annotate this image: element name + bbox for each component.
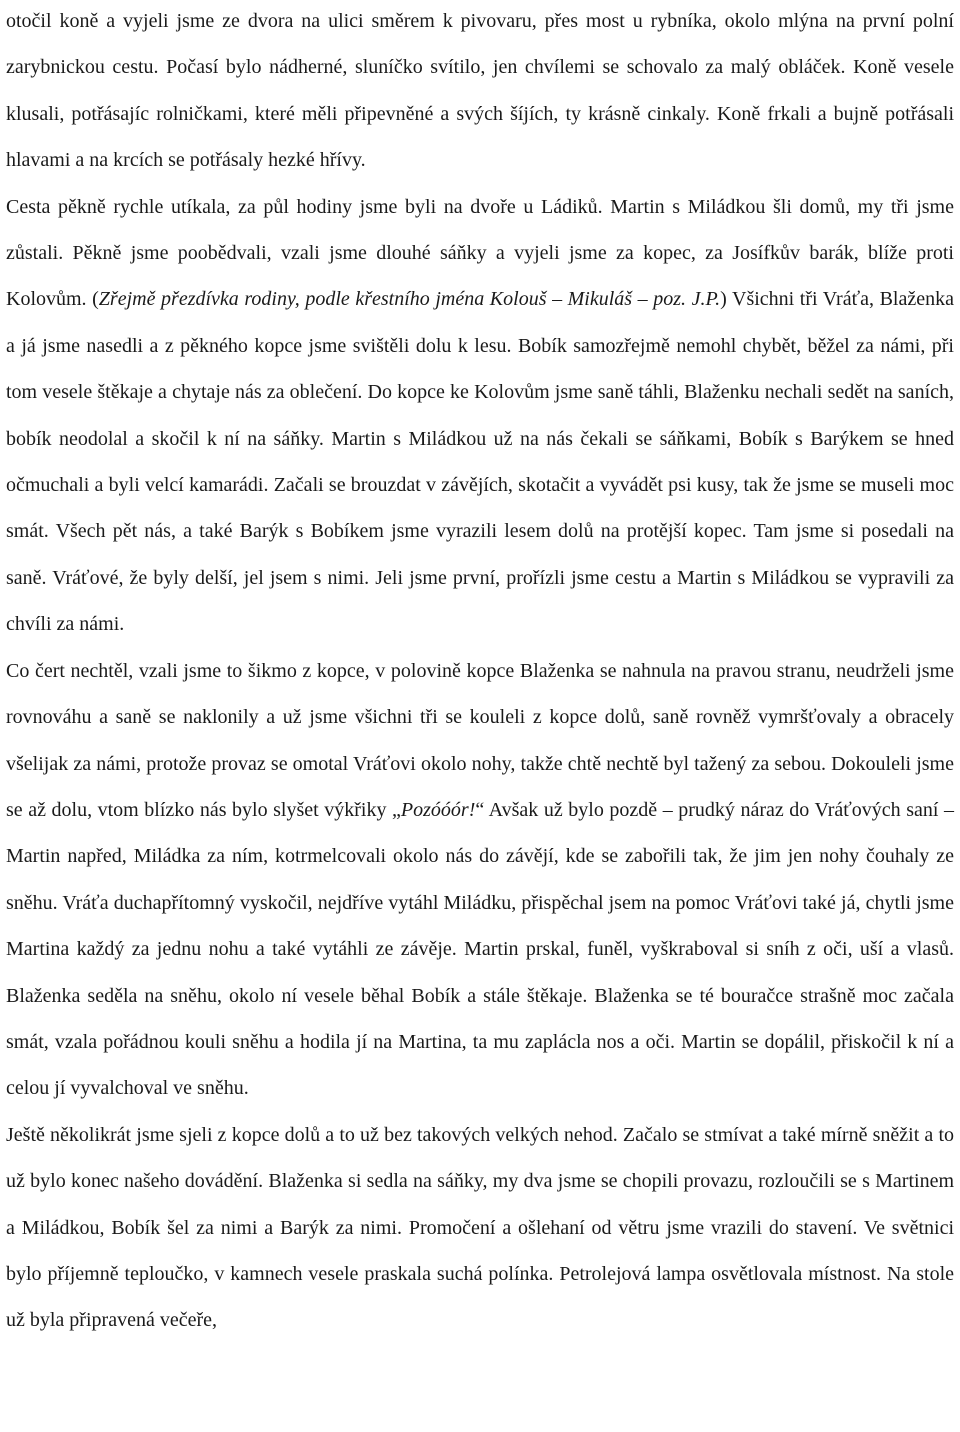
paragraph	[6, 1112, 954, 1344]
paragraph	[6, 0, 954, 184]
paragraph-text: ) Všichni tři Vráťa, Blaženka a já jsme nasedli a z pěkného kopce jsme svištěli dolu k lesu. Bobík samozřejmě nemohl chybět, běžel za námi, při tom vesele štěkaje a chytaje nás za oblečení. Do kopce ke Kolovům jsme saně táhli, Blaženku nechali sedět na saních, bobík neodolal a skočil k ní na sáňky. Martin s Miládkou už na nás čekali se sáňkami, Bobík s Barýkem se hned očmuchali a byli velcí kamarádi. Začali se brouzdat v závějích, skotačit a vyvádět psi kusy, tak že jsme se museli moc smát. Všech pět nás, a také Barýk s Bobíkem jsme vyrazili lesem dolů na protější kopec. Tam jsme si posedali na saně. Vráťové, že byly delší, jel jsem s nimi. Jeli jsme první, prořízli jsme cestu a Martin s Miládkou se vypravili za chvíli za námi.	[6, 288, 954, 636]
paragraph-text: Co čert nechtěl, vzali jsme to šikmo z kopce, v polovině kopce Blaženka se nahnula na pravou stranu, neudrželi jsme rovnováhu a saně se naklonily a už jsme všichni tři se kouleli z kopce dolů, saně rovněž vymršťovaly a obracely všelijak za námi, protože provaz se omotal Vráťovi okolo nohy, takže chtě nechtě byl tažený za sebou. Dokouleli jsme se až dolu, vtom blízko nás bylo slyšet výkřiky „	[6, 659, 954, 821]
paragraph	[6, 648, 954, 1112]
document-page	[6, 0, 954, 1344]
paragraph-text: “ Avšak už bylo pozdě – prudký náraz do Vráťových saní – Martin napřed, Miládka za ním, kotrmelcovali okolo nás do závějí, kde se zabořili tak, že jim jen nohy čouhaly ze sněhu. Vráťa duchapřítomný vyskočil, nejdříve vytáhl Miládku, přispěchal jsem na pomoc Vráťovi také já, chytli jsme Martina každý za jednu nohu a také vytáhli ze závěje. Martin prskal, funěl, vyškraboval si sníh z oči, uší a vlasů. Blaženka seděla na sněhu, okolo ní vesele běhal Bobík a stále štěkaje. Blaženka se té bouračce strašně moc začala smát, vzala pořádnou kouli sněhu a hodila jí na Martina, ta mu zaplácla nos a oči. Martin se dopálil, přiskočil k ní a celou jí vyvalchoval ve sněhu.	[6, 798, 954, 1100]
exclamation-quote: Pozóóór!	[400, 798, 476, 821]
paragraph-text: Cesta pěkně rychle utíkala, za půl hodiny jsme byli na dvoře u Ládiků. Martin s Miládkou šli domů, my tři jsme zůstali. Pěkně jsme poobědvali, vzali jsme dlouhé sáňky a vyjeli jsme za kopec, za Josífkův barák, blíže proti Kolovům. (	[6, 195, 954, 311]
paragraph-text: otočil koně a vyjeli jsme ze dvora na ulici směrem k pivovaru, přes most u rybníka, okolo mlýna na první polní zarybnickou cestu. Počasí bylo nádherné, sluníčko svítilo, jen chvílemi se schovalo za malý obláček. Koně vesele klusali, potřásajíc rolničkami, které měli připevněné a svých šíjích, ty krásně cinkaly. Koně frkali a bujně potřásali hlavami a na krcích se potřásaly hezké hřívy.	[6, 10, 954, 172]
paragraph-text: Ještě několikrát jsme sjeli z kopce dolů a to už bez takových velkých nehod. Začalo se stmívat a také mírně sněžit a to už bylo konec našeho dovádění. Blaženka si sedla na sáňky, my dva jsme se chopili provazu, rozloučili se s Martinem a Miládkou, Bobík šel za nimi a Barýk za nimi. Promočení a ošlehaní od větru jsme vrazili do stavení. Ve světnici bylo příjemně teploučko, v kamnech vesele praskala suchá polínka. Petrolejová lampa osvětlovala místnost. Na stole už byla připravená večeře,	[6, 1123, 954, 1332]
editor-note: Zřejmě přezdívka rodiny, podle křestního jména Kolouš – Mikuláš – poz. J.P.	[98, 288, 721, 311]
paragraph	[6, 184, 954, 648]
